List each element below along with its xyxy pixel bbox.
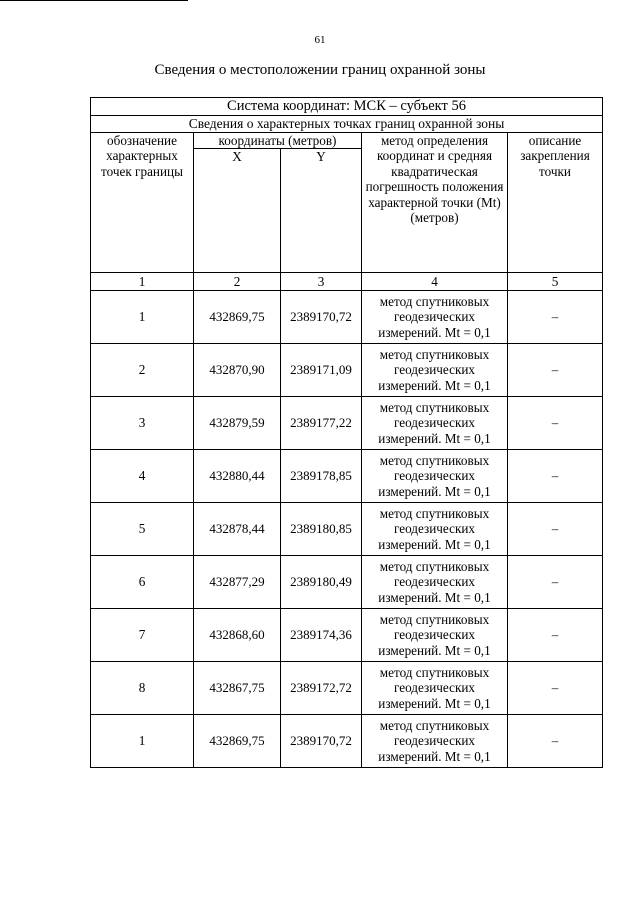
x-coordinate: 432879,59 (194, 397, 281, 450)
fixing-description: – (508, 556, 603, 609)
x-coordinate: 432868,60 (194, 609, 281, 662)
x-coordinate: 432869,75 (194, 715, 281, 768)
table-row (91, 291, 603, 344)
table-row (91, 662, 603, 715)
header-y: Y (281, 149, 362, 273)
y-coordinate: 2389174,36 (281, 609, 362, 662)
y-coordinate: 2389180,85 (281, 503, 362, 556)
point-label: 2 (91, 344, 194, 397)
fixing-description: – (508, 715, 603, 768)
y-coordinate: 2389170,72 (281, 291, 362, 344)
table-row (91, 556, 603, 609)
page-number: 61 (314, 34, 326, 46)
fixing-description: – (508, 291, 603, 344)
table-subtitle: Сведения о характерных точках границ охранной зоны (91, 116, 603, 133)
header-point-designation: обозначение характерных точек границы (91, 132, 194, 273)
table-row (91, 503, 603, 556)
x-coordinate: 432867,75 (194, 662, 281, 715)
boundary-points-table (90, 97, 603, 768)
fixing-description: – (508, 344, 603, 397)
fixing-description: – (508, 450, 603, 503)
y-coordinate: 2389171,09 (281, 344, 362, 397)
x-coordinate: 432869,75 (194, 291, 281, 344)
point-label: 7 (91, 609, 194, 662)
column-number: 3 (281, 273, 362, 291)
point-label: 4 (91, 450, 194, 503)
x-coordinate: 432878,44 (194, 503, 281, 556)
method-description: метод спутниковых геодезических измерений. Mt = 0,1 (362, 291, 508, 344)
x-coordinate: 432880,44 (194, 450, 281, 503)
point-label: 1 (91, 715, 194, 768)
method-description: метод спутниковых геодезических измерений. Mt = 0,1 (362, 662, 508, 715)
method-description: метод спутниковых геодезических измерений. Mt = 0,1 (362, 344, 508, 397)
header-x: X (194, 149, 281, 273)
y-coordinate: 2389170,72 (281, 715, 362, 768)
table-row (91, 344, 603, 397)
method-description: метод спутниковых геодезических измерений. Mt = 0,1 (362, 609, 508, 662)
y-coordinate: 2389177,22 (281, 397, 362, 450)
y-coordinate: 2389180,49 (281, 556, 362, 609)
point-label: 3 (91, 397, 194, 450)
column-number: 1 (91, 273, 194, 291)
table-row (91, 715, 603, 768)
method-description: метод спутниковых геодезических измерений. Mt = 0,1 (362, 715, 508, 768)
y-coordinate: 2389172,72 (281, 662, 362, 715)
method-description: метод спутниковых геодезических измерений. Mt = 0,1 (362, 503, 508, 556)
point-label: 1 (91, 291, 194, 344)
y-coordinate: 2389178,85 (281, 450, 362, 503)
method-description: метод спутниковых геодезических измерений. Mt = 0,1 (362, 556, 508, 609)
page-title: Сведения о местоположении границ охранной зоны (154, 62, 486, 78)
table-row (91, 450, 603, 503)
x-coordinate: 432877,29 (194, 556, 281, 609)
fixing-description: – (508, 397, 603, 450)
column-number: 5 (508, 273, 603, 291)
point-label: 5 (91, 503, 194, 556)
header-coordinates: координаты (метров) (194, 132, 362, 149)
column-number: 4 (362, 273, 508, 291)
x-coordinate: 432870,90 (194, 344, 281, 397)
fixing-description: – (508, 503, 603, 556)
header-method: метод определения координат и средняя квадратическая погрешность положения характерной точки (Mt) (метров) (362, 132, 508, 273)
point-label: 8 (91, 662, 194, 715)
table-row (91, 397, 603, 450)
column-number: 2 (194, 273, 281, 291)
fixing-description: – (508, 609, 603, 662)
method-description: метод спутниковых геодезических измерений. Mt = 0,1 (362, 397, 508, 450)
coordinate-system-title: Система координат: МСК – субъект 56 (91, 98, 603, 116)
point-label: 6 (91, 556, 194, 609)
top-rule (0, 0, 188, 1)
table-row (91, 609, 603, 662)
header-fixing: описание закрепления точки (508, 132, 603, 273)
fixing-description: – (508, 662, 603, 715)
method-description: метод спутниковых геодезических измерений. Mt = 0,1 (362, 450, 508, 503)
